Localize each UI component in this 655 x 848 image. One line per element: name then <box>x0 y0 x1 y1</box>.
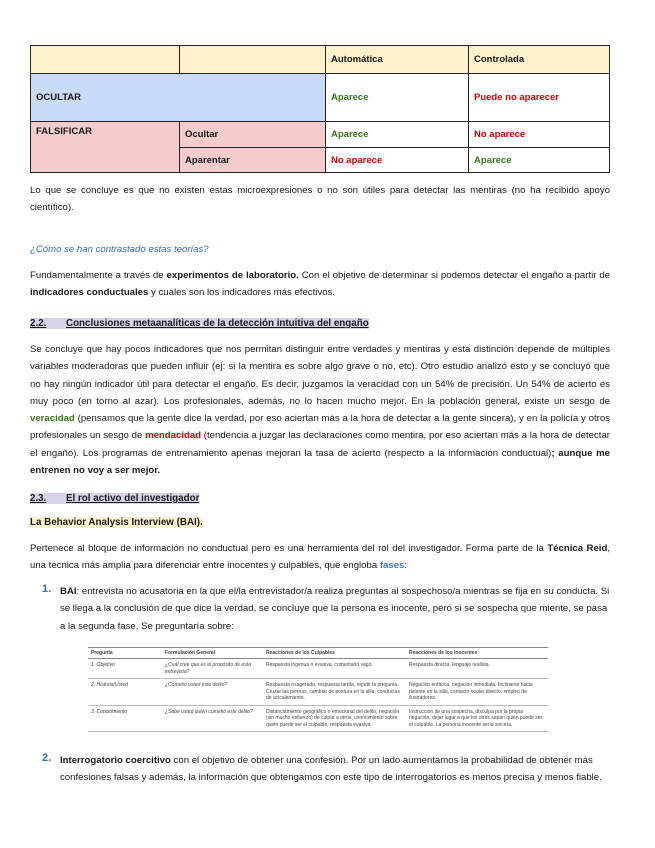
st-cell: ¿Cometió usted este delito? <box>162 679 263 706</box>
st-cell: Respuesta ingenua o evasiva, comentario vago. <box>263 659 406 679</box>
st-cell: Respuesta directa, lenguaje realista. <box>406 659 548 679</box>
row-falsificar-ocultar: Ocultar <box>180 122 326 148</box>
st-cell: 2. Historia/Usted <box>88 679 162 706</box>
st-cell: ¿Sabe usted quién cometió este delito? <box>162 705 263 732</box>
st-cell: Instrucción de una sospecha, disculpa por la propia negación, dejar lugar a que los otros sepan quién puede ser el culpable. La persona inocente sería sincera. <box>406 705 548 732</box>
row-ocultar-auto: Aparece <box>326 74 469 122</box>
header-automatica: Automática <box>326 46 469 74</box>
row-ocultar-ctrl: Puede no aparecer <box>469 74 610 122</box>
conclusion-paragraph: Lo que se concluye es que no existen estas microexpresiones o no son útiles para detectar las mentiras (no ha recibido apoyo científico). <box>30 185 610 214</box>
row-ocultar-label: OCULTAR <box>31 74 326 122</box>
st-cell: Respuesta exagerada, respuesta tardía, repetir la pregunta. Cruzar las piernas, cambiar de postura en la silla, conductas de acicalamiento. <box>263 679 406 706</box>
row-falsificar-label: FALSIFICAR <box>31 122 180 173</box>
st-cell: ¿Cuál cree que es el propósito de esta entrevista? <box>162 659 263 679</box>
section-2-3-heading: 2.3. El rol activo del investigador <box>30 493 200 504</box>
st-cell: Negación enfática, negación inmediata. Inclinarse hacia delante en la silla, contacto ocular directo, empleo de ilustradores. <box>406 679 548 706</box>
paragraph-experiments: Fundamentalmente a través de experimentos de laboratorio. Con el objetivo de determinar si podemos detectar el engaño a partir de indicadores conductuales y cuales son los indicadores más efectivos. <box>30 270 611 299</box>
paragraph-metaanalysis: Se concluye que hay pocos indicadores que nos permitan distinguir entre verdades y mentiras y esta distinción depende de múltiples variables moderadoras que pueden influir (ej: si la mentira es sobre algo grave o no, etc). Otro estudio analizó esto y se concluyó que no hay ningún indicador útil para detectar el engaño. Es decir, juzgamos la veracidad con un 54% de precisión. Un 54% de acierto es muy poco (en torno al azar). Los profesionales, además, no lo hacen mucho mejor. En la población general, existe un sesgo de veracidad (pensamos que la gente dice la verdad, por eso aciertan más a la hora de detectar a la gente sincera), y en la policía y otros profesionales un sesgo de mendacidad (tendencia a juzgar las declaraciones como mentira, por eso aciertan más a la hora de detectar el engaño). Los programas de entrenamiento apenas mejoran la tasa de acierto (respecto a la información conductual); aunque me entrenen no voy a ser mejor. <box>30 344 611 477</box>
item-1-number: 1. <box>42 583 52 595</box>
st-cell: 3. Conocimiento <box>88 705 162 732</box>
section-2-2-heading: 2.2. Conclusiones metaanalíticas de la detección intuitiva del engaño <box>30 318 369 329</box>
row-falsificar-ocultar-ctrl: No aparece <box>469 122 610 148</box>
row-falsificar-aparentar-auto: No aparece <box>326 148 469 173</box>
st-cell: 1. Objetivo <box>88 659 162 679</box>
st-header-culpables: Reacciones de los Culpables <box>263 648 406 659</box>
header-empty-2 <box>180 46 326 74</box>
row-falsificar-ocultar-auto: Aparece <box>326 122 469 148</box>
row-falsificar-aparentar: Aparentar <box>180 148 326 173</box>
bai-heading: La Behavior Analysis Interview (BAI). <box>30 517 203 528</box>
item-2-text: Interrogatorio coercitivo con el objetivo de obtener una confesión. Por un lado aumentamos la probabilidad de obtener más confesiones falsas y además, la información que obtengamos con este tipo de interrogatorios es menos precisa y menos fiable. <box>60 755 602 784</box>
st-cell: Distanciamiento geográfico o emocional del delito, negación (sin mucho esfuerzo) de culpar a otros, conocimiento sobre quién puede ser el culpable, respuesta evasiva. <box>263 705 406 732</box>
st-header-pregunta: Pregunta <box>88 648 162 659</box>
st-header-inocentes: Reacciones de los Inocentes <box>406 648 548 659</box>
microexpression-table <box>30 45 610 173</box>
bai-questions-table <box>88 647 548 732</box>
header-empty-1 <box>31 46 180 74</box>
st-header-formulacion: Formulación General <box>162 648 263 659</box>
row-falsificar-aparentar-ctrl: Aparece <box>469 148 610 173</box>
item-2-number: 2. <box>42 752 52 764</box>
question-heading: ¿Cómo se han contrastado estas teorías? <box>30 244 209 255</box>
header-controlada: Controlada <box>469 46 610 74</box>
item-1-text: BAI: entrevista no acusatoria en la que el/la entrevistador/a realiza preguntas al sospechoso/a mientras se fija en su conducta. Si se llega a la conclusión de que dice la verdad, se concluye que la persona es inocente, peró si se sospecha que miente, se pasa a la segunda fase. Se preguntaría sobre: <box>60 586 610 632</box>
paragraph-reid: Pertenece al bloque de información no conductual pero es una herramienta del rol del investigador. Forma parte de la Técnica Reid, una técnica más amplia para diferenciar entre inocentes y culpables, que engloba fases: <box>30 543 610 572</box>
